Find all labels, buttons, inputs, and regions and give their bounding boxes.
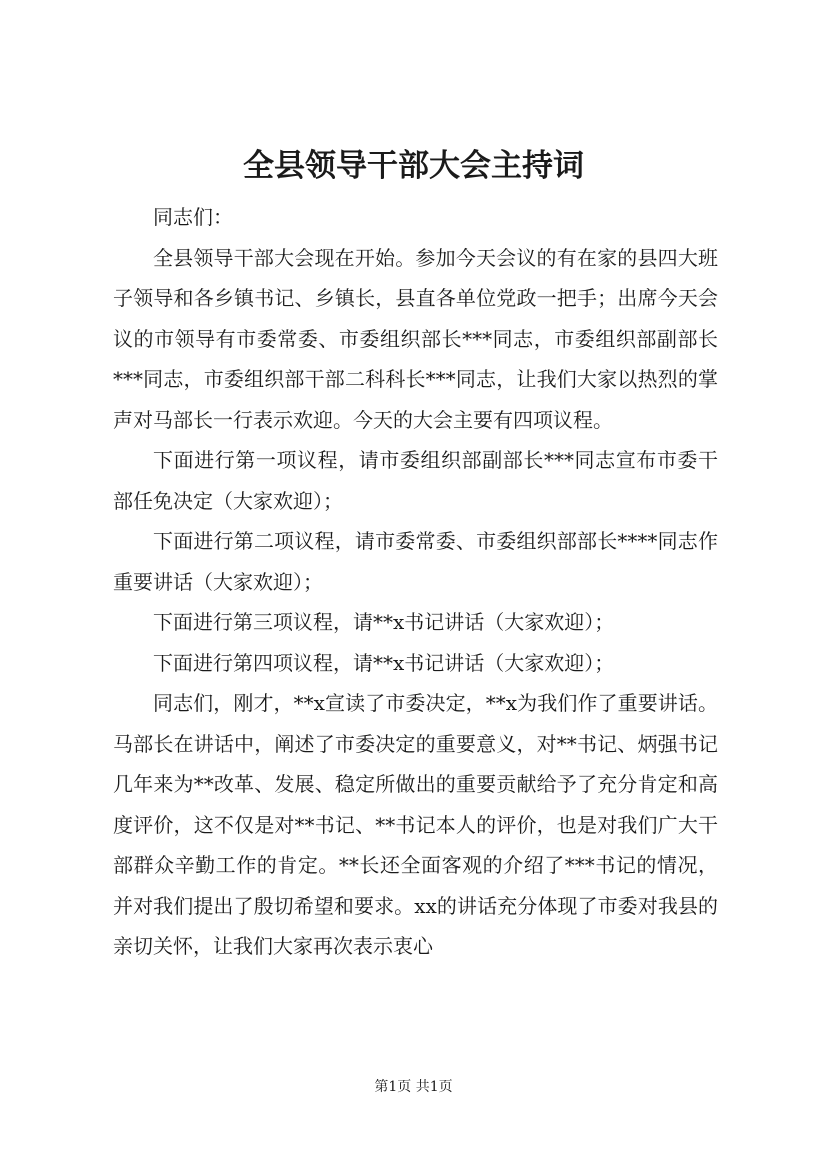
paragraph-agenda-1: 下面进行第一项议程，请市委组织部副部长***同志宣布市委干部任免决定（大家欢迎）； [113, 448, 718, 513]
document-title: 全县领导干部大会主持词 [243, 148, 584, 184]
paragraph-opening: 全县领导干部大会现在开始。参加今天会议的有在家的县四大班子领导和各乡镇书记、乡镇长，县直各单位党政一把手；出席今天会议的市领导有市委常委、市委组织部长***同志，市委组织部副部长***同志，市委组织部干部二科科长***同志，让我们大家以热烈的掌声对马部长一行表示欢迎。今天的大会主要有四项议程。 [113, 245, 718, 432]
paragraph-agenda-3: 下面进行第三项议程，请**x书记讲话（大家欢迎）； [153, 610, 615, 634]
page-number-footer: 第1页 共1页 [374, 1079, 453, 1095]
paragraph-salutation: 同志们： [153, 205, 233, 229]
paragraph-agenda-4: 下面进行第四项议程，请**x书记讲话（大家欢迎）； [153, 650, 615, 675]
paragraph-agenda-2: 下面进行第二项议程，请市委常委、市委组织部部长****同志作重要讲话（大家欢迎）； [113, 529, 718, 594]
paragraph-summary: 同志们，刚才，**x宣读了市委决定，**x为我们作了重要讲话。马部长在讲话中，阐述了市委决定的重要意义，对**书记、炳强书记几年来为**改革、发展、稳定所做出的重要贡献给予了充分肯定和高度评价，这不仅是对**书记、**书记本人的评价，也是对我们广大干部群众辛勤工作的肯定。**长还全面客观的介绍了***书记的情况，并对我们提出了殷切希望和要求。xx的讲话充分体现了市委对我县的亲切关怀，让我们大家再次表示衷心 [113, 691, 718, 958]
document-body [113, 197, 718, 967]
